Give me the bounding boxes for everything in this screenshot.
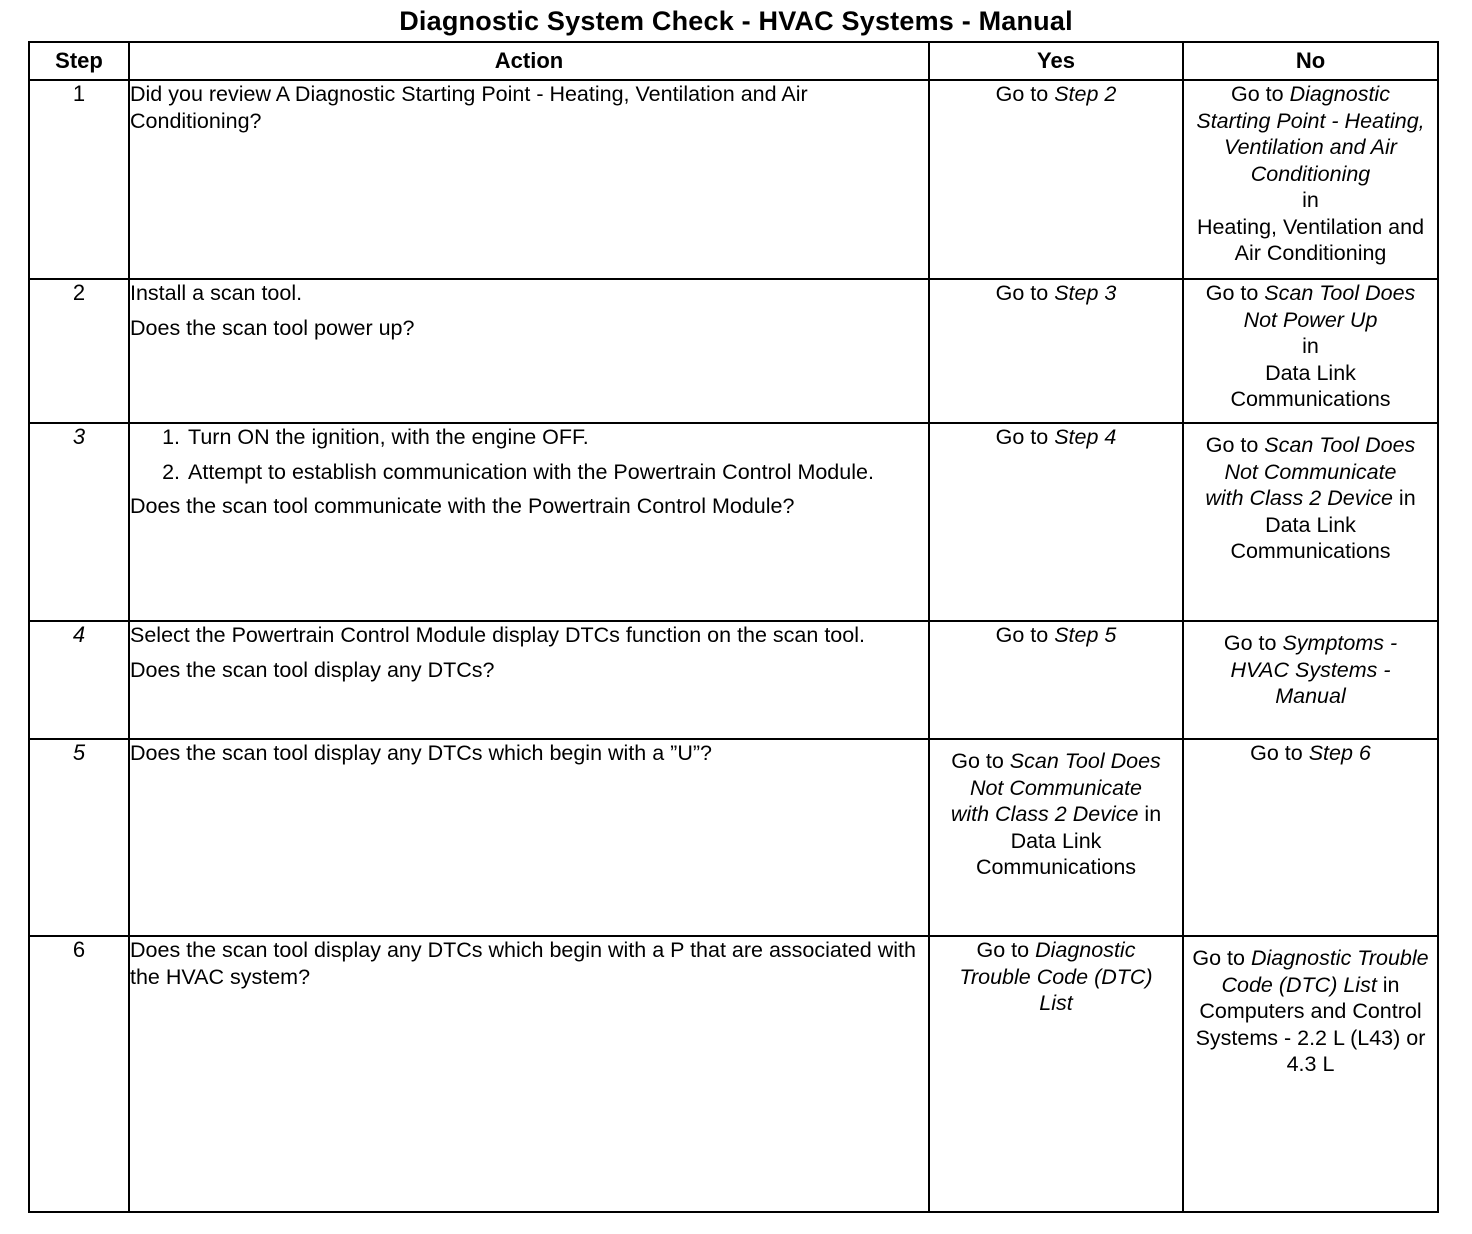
action-instruction: Select the Powertrain Control Module display DTCs function on the scan tool. [130, 623, 865, 647]
no-in: in [1392, 486, 1416, 510]
no-section: Heating, Ventilation and Air Conditioning [1196, 214, 1425, 265]
action-cell [129, 621, 929, 739]
diagnostic-table [28, 41, 1439, 1213]
yes-link-step-3[interactable]: Step 3 [1054, 281, 1117, 305]
step-number: 3 [29, 423, 129, 621]
no-prefix: Go to [1192, 946, 1251, 970]
yes-link-step-2[interactable]: Step 2 [1054, 82, 1117, 106]
yes-prefix: Go to [995, 425, 1055, 449]
header-yes: Yes [929, 42, 1183, 80]
step-number: 2 [29, 279, 129, 423]
no-link-scan-tool-no-comm[interactable]: Scan Tool Does Not Communicate with Class 2 Device [1205, 433, 1416, 510]
action-question: Does the scan tool display any DTCs which begin with a ”U”? [130, 741, 712, 765]
step-number: 6 [29, 936, 129, 1212]
yes-cell [929, 936, 1183, 1212]
yes-prefix: Go to [995, 623, 1055, 647]
header-action: Action [129, 42, 929, 80]
yes-cell [929, 621, 1183, 739]
no-in: in [1302, 334, 1319, 358]
yes-in: in [1138, 802, 1162, 826]
action-cell [129, 423, 929, 621]
no-cell [1183, 80, 1438, 279]
step-number: 1 [29, 80, 129, 279]
yes-link-scan-tool-no-comm[interactable]: Scan Tool Does Not Communicate with Class 2 Device [950, 749, 1161, 826]
action-instruction: Install a scan tool. [130, 281, 303, 305]
action-step-item: 2. Attempt to establish communication with the Powertrain Control Module. [186, 459, 928, 486]
no-prefix: Go to [1223, 631, 1283, 655]
no-cell [1183, 739, 1438, 936]
action-cell [129, 279, 929, 423]
action-steps-list [130, 424, 928, 485]
yes-cell [929, 423, 1183, 621]
table-row-step-4 [29, 621, 1438, 739]
table-row-step-6 [29, 936, 1438, 1212]
no-prefix: Go to [1231, 82, 1290, 106]
action-question: Does the scan tool display any DTCs which begin with a P that are associated with the HVAC system? [130, 938, 916, 989]
no-cell [1183, 936, 1438, 1212]
action-question: Does the scan tool display any DTCs? [130, 657, 495, 682]
no-in: in [1302, 188, 1319, 212]
yes-section: Data Link Communications [975, 828, 1137, 879]
step-number: 4 [29, 621, 129, 739]
action-question: Does the scan tool power up? [130, 315, 415, 340]
no-link-symptoms-hvac[interactable]: Symptoms - HVAC Systems - Manual [1230, 631, 1398, 708]
no-link-dtc-list[interactable]: Diagnostic Trouble Code (DTC) List [1221, 946, 1429, 997]
yes-prefix: Go to [995, 281, 1055, 305]
action-cell [129, 739, 929, 936]
table-header-row [29, 42, 1438, 80]
no-section: Data Link Communications [1230, 360, 1391, 411]
yes-link-step-4[interactable]: Step 4 [1054, 425, 1117, 449]
no-link-step-6[interactable]: Step 6 [1308, 741, 1371, 765]
no-cell [1183, 621, 1438, 739]
no-link-diagnostic-starting-point[interactable]: Diagnostic Starting Point - Heating, Ventilation and Air Conditioning [1196, 82, 1425, 186]
no-cell [1183, 423, 1438, 621]
table-row-step-3 [29, 423, 1438, 621]
action-question: Does the scan tool communicate with the Powertrain Control Module? [130, 494, 795, 518]
action-cell [129, 936, 929, 1212]
yes-link-dtc-list[interactable]: Diagnostic Trouble Code (DTC) List [959, 938, 1153, 1015]
yes-link-step-5[interactable]: Step 5 [1054, 623, 1117, 647]
no-prefix: Go to [1205, 281, 1265, 305]
no-cell [1183, 279, 1438, 423]
yes-prefix: Go to [995, 82, 1055, 106]
no-section: Data Link Communications [1230, 512, 1391, 563]
yes-cell [929, 279, 1183, 423]
yes-cell [929, 739, 1183, 936]
yes-cell [929, 80, 1183, 279]
table-row-step-1 [29, 80, 1438, 279]
action-cell [129, 80, 929, 279]
action-question: Did you review A Diagnostic Starting Point - Heating, Ventilation and Air Conditioning? [130, 82, 808, 133]
no-in: in [1376, 972, 1400, 997]
no-prefix: Go to [1250, 741, 1309, 765]
table-row-step-5 [29, 739, 1438, 936]
action-step-item: 1. Turn ON the ignition, with the engine OFF. [186, 424, 928, 451]
step-number: 5 [29, 739, 129, 936]
page-title: Diagnostic System Check - HVAC Systems - Manual [399, 6, 1073, 36]
no-link-scan-tool-no-power[interactable]: Scan Tool Does Not Power Up [1243, 281, 1416, 332]
header-step: Step [29, 42, 129, 80]
no-section: Computers and Control Systems - 2.2 L (L43) or 4.3 L [1195, 999, 1426, 1076]
header-no: No [1183, 42, 1438, 80]
no-prefix: Go to [1205, 433, 1265, 457]
yes-prefix: Go to [976, 938, 1036, 962]
yes-prefix: Go to [951, 749, 1010, 773]
table-row-step-2 [29, 279, 1438, 423]
